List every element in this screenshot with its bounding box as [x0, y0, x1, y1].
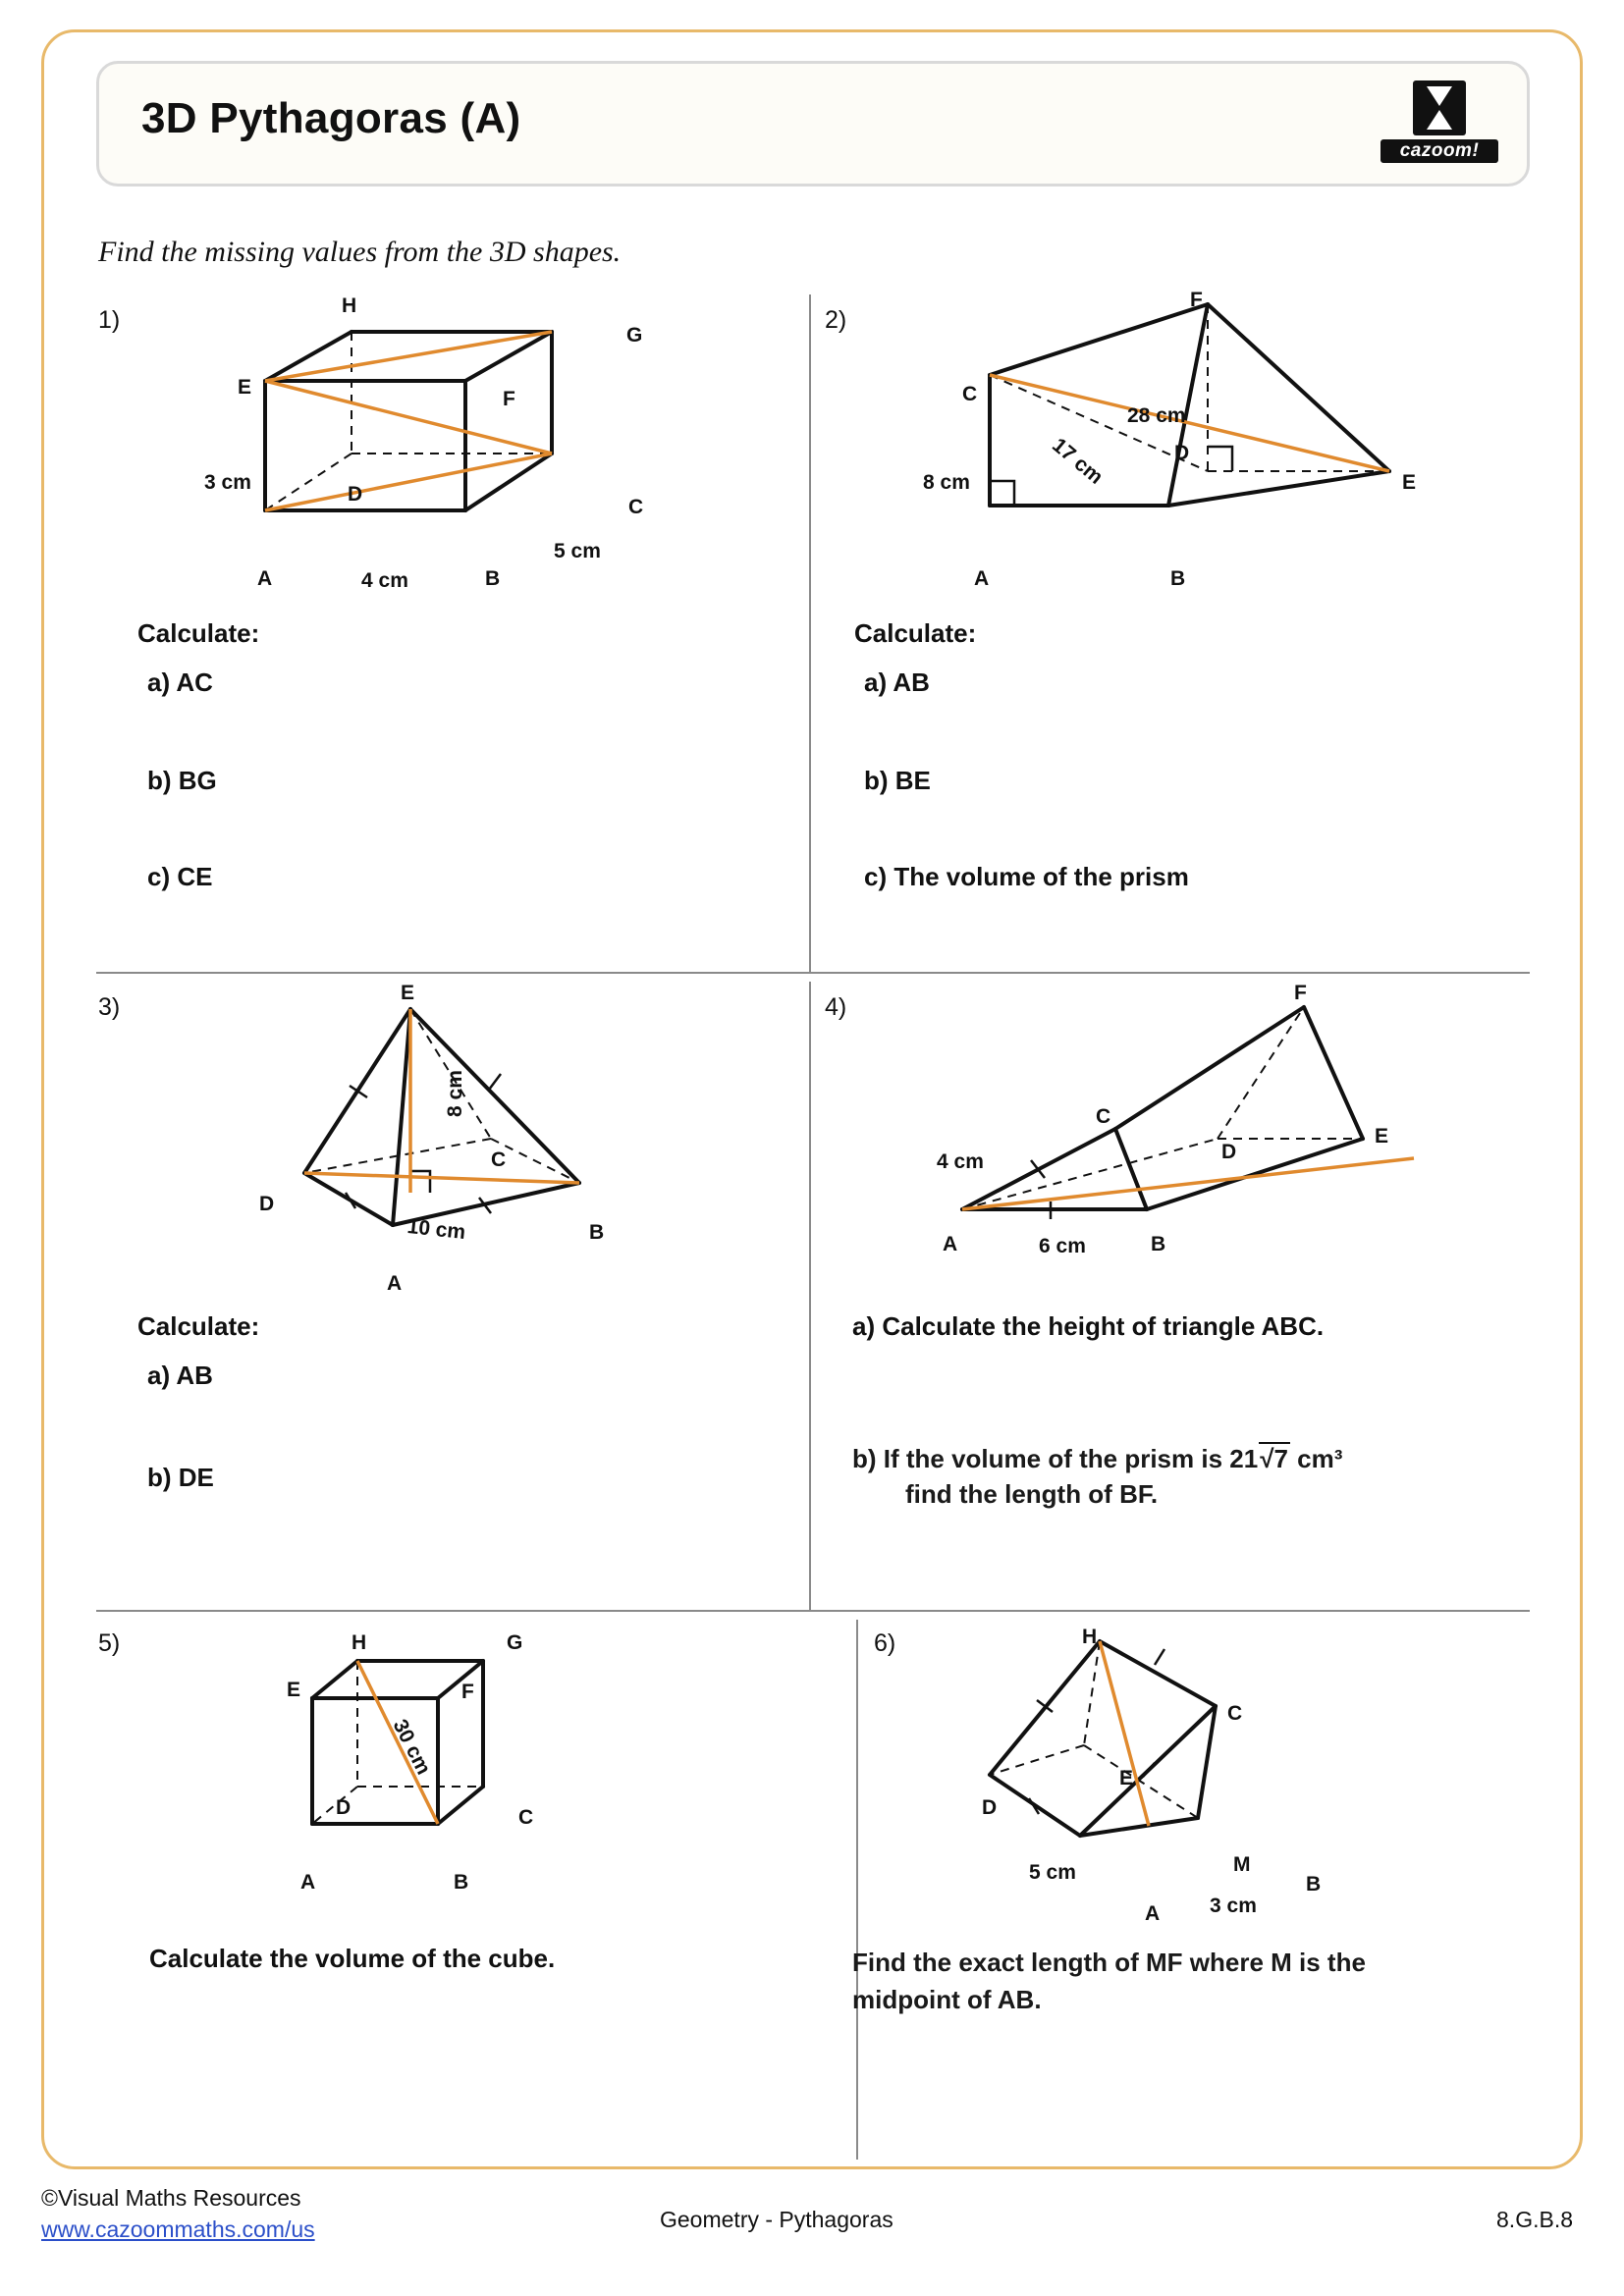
q1-dim-5cm: 5 cm [554, 540, 601, 562]
q2-label-D: D [1174, 442, 1190, 464]
q4-label-B: B [1151, 1233, 1166, 1255]
footer-standard-code: 8.G.B.8 [1496, 2207, 1573, 2232]
q1-part-a: a) AC [147, 667, 213, 697]
q5-label-D: D [336, 1796, 352, 1819]
q3-part-b: b) DE [147, 1463, 214, 1492]
question-4-figure [923, 991, 1434, 1261]
q6-instruction-line2: midpoint of AB. [852, 1985, 1042, 2014]
q4-dim-6cm: 6 cm [1039, 1235, 1086, 1257]
q3-label-D: D [259, 1193, 275, 1215]
q4-part-b-line2: find the length of BF. [905, 1479, 1159, 1509]
q2-part-b: b) BE [864, 766, 931, 795]
q1-dim-3cm: 3 cm [204, 471, 251, 494]
question-6-figure [972, 1629, 1326, 1890]
q2-label-E: E [1402, 471, 1417, 494]
row-divider-1 [96, 972, 1530, 974]
q1-label-E: E [238, 376, 252, 399]
q1-label-A: A [257, 567, 273, 590]
q4-part-b-text-2: cm³ [1289, 1444, 1343, 1473]
q2-calculate-label: Calculate: [854, 618, 977, 648]
q4-part-b [852, 1441, 1342, 1512]
q6-label-D: D [982, 1796, 998, 1819]
question-6-number: 6) [874, 1629, 896, 1657]
q5-label-H: H [352, 1631, 367, 1654]
question-1-number: 1) [98, 306, 121, 334]
q6-label-B: B [1306, 1873, 1322, 1896]
q1-calculate-label: Calculate: [137, 618, 260, 648]
q2-label-C: C [962, 383, 978, 405]
q4-label-F: F [1294, 982, 1307, 1004]
question-3-number: 3) [98, 993, 121, 1021]
q4-label-E: E [1375, 1125, 1389, 1148]
q1-part-b: b) BG [147, 766, 217, 795]
q6-instruction-line1: Find the exact length of MF where M is the [852, 1948, 1366, 1977]
footer-topic: Geometry - Pythagoras [660, 2207, 893, 2232]
q5-label-E: E [287, 1679, 301, 1701]
cazoom-logo [1380, 80, 1498, 171]
q3-label-B: B [589, 1221, 605, 1244]
radical-icon: √7 [1260, 1444, 1288, 1473]
q1-label-D: D [348, 483, 363, 506]
q4-part-a: a) Calculate the height of triangle ABC. [852, 1311, 1325, 1341]
q6-instruction [852, 1944, 1366, 2018]
q5-dim-30cm: 30 cm [388, 1716, 436, 1779]
q3-label-E: E [401, 982, 415, 1004]
q5-label-B: B [454, 1871, 469, 1894]
column-divider [809, 294, 811, 972]
question-2-number: 2) [825, 306, 847, 334]
q4-radicand: 7 [1273, 1444, 1288, 1473]
q5-label-A: A [300, 1871, 316, 1894]
q3-dim-8cm: 8 cm [444, 1070, 466, 1117]
q2-label-F: F [1190, 289, 1203, 311]
q1-dim-4cm: 4 cm [361, 569, 408, 592]
question-2-figure [943, 294, 1463, 594]
q4-label-A: A [943, 1233, 958, 1255]
question-5-figure [295, 1629, 579, 1890]
q6-label-E: E [1119, 1767, 1134, 1789]
q5-label-F: F [461, 1681, 474, 1703]
q3-calculate-label: Calculate: [137, 1311, 260, 1341]
q2-label-B: B [1170, 567, 1186, 590]
q6-label-H: H [1082, 1626, 1098, 1648]
q1-label-B: B [485, 567, 501, 590]
q2-label-A: A [974, 567, 990, 590]
q2-dim-8cm: 8 cm [923, 471, 970, 494]
q3-part-a: a) AB [147, 1361, 213, 1390]
q6-dim-3cm: 3 cm [1210, 1895, 1257, 1917]
q2-part-a: a) AB [864, 667, 930, 697]
logo-wordmark: cazoom! [1380, 139, 1498, 163]
q1-label-C: C [628, 496, 644, 518]
q4-dim-4cm: 4 cm [937, 1150, 984, 1173]
q1-part-c: c) CE [147, 862, 213, 891]
q4-label-C: C [1096, 1105, 1111, 1128]
q6-dim-5cm: 5 cm [1029, 1861, 1076, 1884]
q2-part-c: c) The volume of the prism [864, 862, 1189, 891]
footer-website-link[interactable]: www.cazoommaths.com/us [41, 2216, 315, 2242]
question-5-number: 5) [98, 1629, 121, 1657]
q5-label-C: C [518, 1806, 534, 1829]
q1-label-G: G [626, 324, 643, 347]
question-4-number: 4) [825, 993, 847, 1021]
q6-label-C: C [1227, 1702, 1243, 1725]
q4-label-D: D [1221, 1141, 1237, 1163]
column-divider-3 [856, 1620, 858, 2160]
cazoom-hourglass-icon [1413, 80, 1466, 135]
footer-copyright: ©Visual Maths Resources [41, 2185, 301, 2211]
q2-dim-17cm: 17 cm [1048, 434, 1108, 489]
q6-label-A: A [1145, 1902, 1161, 1925]
row-divider-2 [96, 1610, 1530, 1612]
q3-dim-10cm: 10 cm [406, 1215, 467, 1245]
q5-label-G: G [507, 1631, 523, 1654]
q3-label-C: C [491, 1148, 507, 1171]
q1-label-H: H [342, 294, 357, 317]
q2-dim-28cm: 28 cm [1127, 404, 1186, 427]
q3-label-A: A [387, 1272, 403, 1295]
q4-part-b-text-1: b) If the volume of the prism is 21 [852, 1444, 1259, 1473]
page-title: 3D Pythagoras (A) [141, 94, 521, 142]
instruction-text: Find the missing values from the 3D shapes. [98, 236, 622, 268]
q6-label-M: M [1233, 1853, 1251, 1876]
q5-instruction: Calculate the volume of the cube. [149, 1944, 556, 1973]
q1-label-F: F [503, 388, 515, 410]
column-divider-2 [809, 982, 811, 1610]
